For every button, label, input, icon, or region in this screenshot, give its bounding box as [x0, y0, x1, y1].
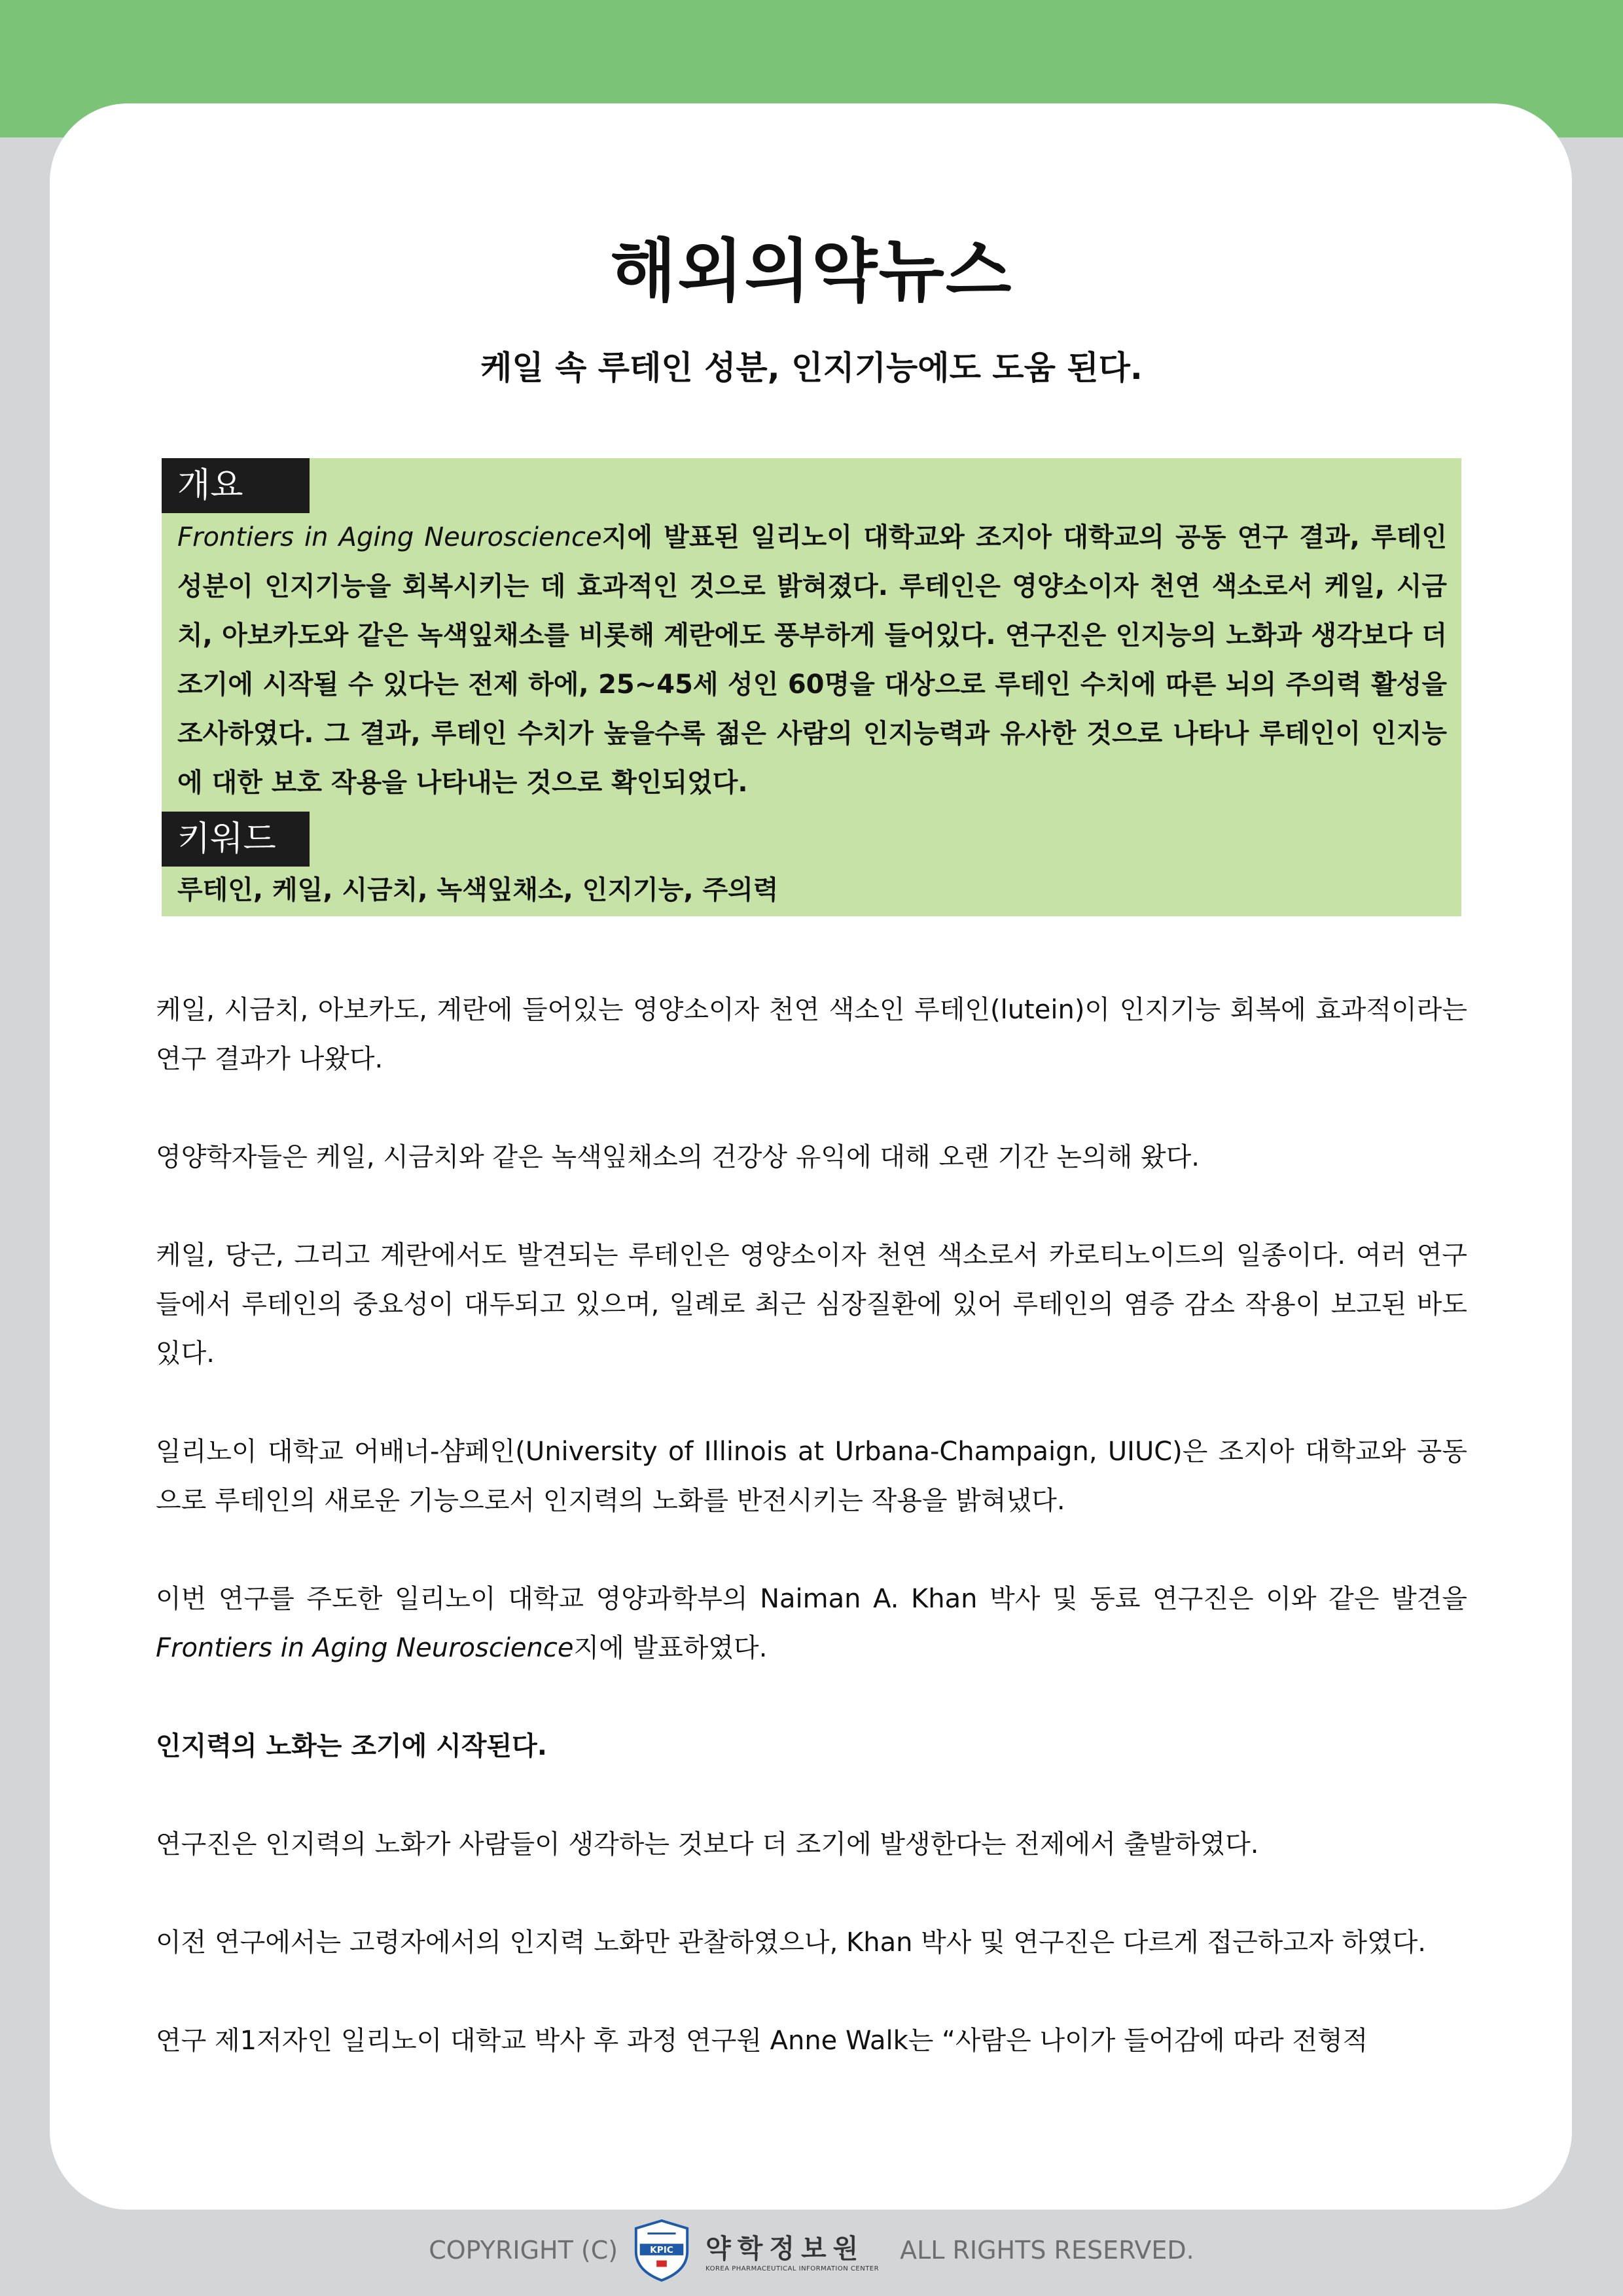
paragraph-text: 지에 발표하였다. — [573, 1633, 768, 1663]
section-heading: 인지력의 노화는 조기에 시작된다. — [156, 1731, 547, 1761]
keywords-label: 키워드 — [162, 812, 310, 867]
paragraph: 영양학자들은 케일, 시금치와 같은 녹색잎채소의 건강상 유익에 대해 오랜 기간 논의해 왔다. — [156, 1142, 1200, 1172]
logo-text: KPIC — [650, 2244, 674, 2255]
article-body — [156, 986, 1467, 2115]
article-title: 케일 속 루테인 성분, 인지기능에도 도움 된다. — [480, 349, 1143, 387]
copyright-text: COPYRIGHT (C) — [429, 2236, 618, 2265]
paragraph: 이전 연구에서는 고령자에서의 인지력 노화만 관찰하였으나, Khan 박사 및 연구진은 다르게 접근하고자 하였다. — [156, 1928, 1426, 1958]
org-name-english: KOREA PHARMACEUTICAL INFORMATION CENTER — [705, 2265, 880, 2272]
overview-body: 지에 발표된 일리노이 대학교와 조지아 대학교의 공동 연구 결과, 루테인 성분이 인지기능을 회복시키는 데 효과적인 것으로 밝혀졌다. 루테인은 영양소이자 천연 색소로서 케일, 시금치, 아보카도와 같은 녹색잎채소를 비롯해 계란에도 풍부하게 들어있다. 연구진은 인지능의 노화과 생각보다 더 조기에 시작될 수 있다는 전제 하에, 25~45세 성인 60명을 대상으로 루테인 수치에 따른 뇌의 주의력 활성을 조사하였다. 그 결과, 루테인 수치가 높을수록 젊은 사람의 인지능력과 유사한 것으로 나타나 루테인이 인지능에 대한 보호 작용을 나타내는 것으로 확인되었다. — [177, 522, 1448, 798]
paragraph: 케일, 당근, 그리고 계란에서도 발견되는 루테인은 영양소이자 천연 색소로서 카로티노이드의 일종이다. 여러 연구들에서 루테인의 중요성이 대두되고 있으며, 일례로 최근 심장질환에 있어 루테인의 염증 감소 작용이 보고된 바도 있다. — [156, 1240, 1467, 1369]
overview-journal-name: Frontiers in Aging Neuroscience — [177, 522, 602, 552]
page-title: 해외의약뉴스 — [610, 231, 1013, 311]
kpic-logo-icon — [630, 2218, 694, 2282]
paragraph: 연구진은 인지력의 노화가 사람들이 생각하는 것보다 더 조기에 발생한다는 전제에서 출발하였다. — [156, 1829, 1259, 1859]
rights-text: ALL RIGHTS RESERVED. — [900, 2236, 1194, 2265]
paragraph: 케일, 시금치, 아보카도, 계란에 들어있는 영양소이자 천연 색소인 루테인(lutein)이 인지기능 회복에 효과적이라는 연구 결과가 나왔다. — [156, 995, 1467, 1074]
summary-box — [162, 458, 1461, 916]
org-name — [705, 2228, 879, 2272]
paragraph: 일리노이 대학교 어배너-샴페인(University of Illinois at Urbana-Champaign, UIUC)은 조지아 대학교와 공동으로 루테인의 새로운 기능으로서 인지력의 노화를 반전시키는 작용을 밝혀냈다. — [156, 1437, 1467, 1516]
paragraph-text: 이번 연구를 주도한 일리노이 대학교 영양과학부의 Naiman A. Khan 박사 및 동료 연구진은 이와 같은 발견을 — [156, 1584, 1467, 1614]
paragraph — [156, 1575, 1467, 1673]
paragraph: 연구 제1저자인 일리노이 대학교 박사 후 과정 연구원 Anne Walk는 “사람은 나이가 들어감에 따라 전형적 — [156, 2026, 1368, 2056]
journal-name: Frontiers in Aging Neuroscience — [156, 1633, 574, 1663]
footer — [0, 2217, 1623, 2283]
overview-label: 개요 — [162, 458, 310, 513]
org-name-korean: 약학정보원 — [705, 2234, 865, 2264]
keywords-text: 루테인, 케일, 시금치, 녹색잎채소, 인지기능, 주의력 — [177, 875, 779, 905]
overview-text — [177, 513, 1447, 808]
